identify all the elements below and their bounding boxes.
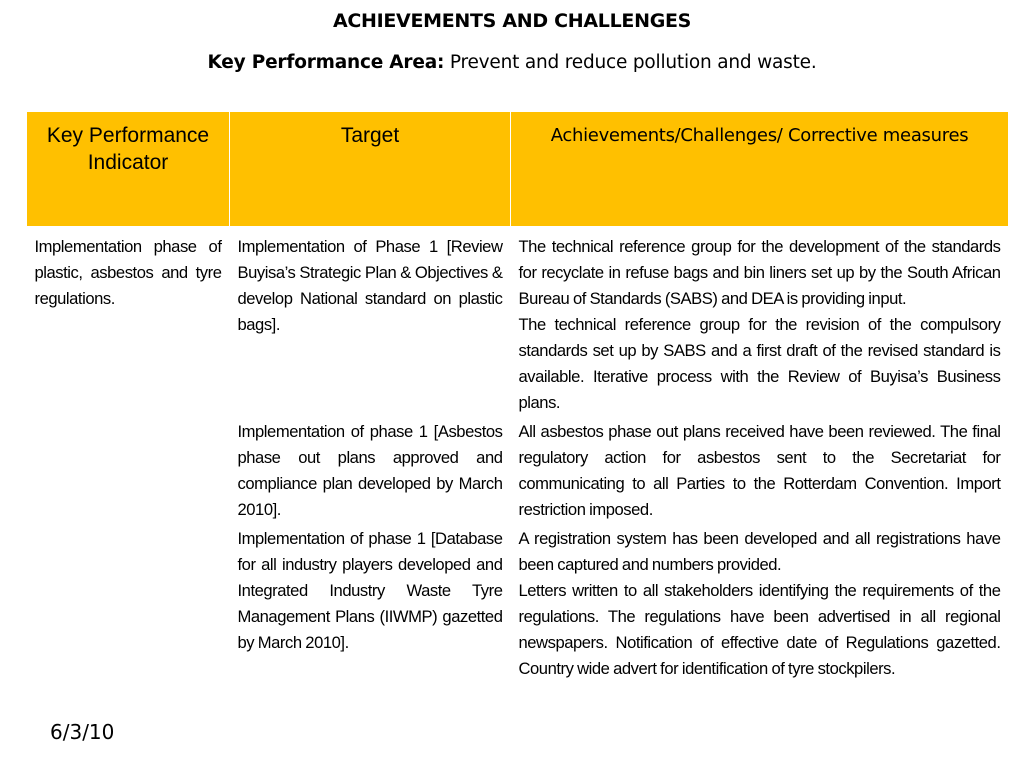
page-title: ACHIEVEMENTS AND CHALLENGES <box>332 10 692 32</box>
column-header-target: Target <box>230 112 511 226</box>
page-subtitle <box>0 52 1024 73</box>
footer-date: 6/3/10 <box>50 720 115 744</box>
kpi-table <box>26 112 1009 682</box>
target-cell: Implementation of phase 1 [Asbestos phase out plans approved and compliance plan developed by March 2010]. <box>237 422 503 519</box>
table-header-row <box>27 112 1009 226</box>
achievement-text: Letters written to all stakeholders identifying the requirements of the regulations. The regulations have been advertised in all regional newspapers. Notification of effective date of Regulations gazetted. Country wide advert for identification of tyre stockpilers. <box>518 581 1001 678</box>
column-header-achievements: Achievements/Challenges/ Corrective measures <box>511 112 1009 226</box>
kpa-label: Key Performance Area: <box>207 52 445 73</box>
achievements-cell <box>511 416 1009 523</box>
kpi-cell: Implementation phase of plastic, asbestos and tyre regulations. <box>34 237 222 308</box>
table-row <box>27 226 1009 416</box>
achievements-cell <box>511 226 1009 416</box>
achievement-text: A registration system has been developed and all registrations have been captured and numbers provided. <box>518 529 1001 574</box>
table-row <box>27 523 1009 682</box>
target-cell: Implementation of phase 1 [Database for all industry players developed and Integrated Industry Waste Tyre Management Plans (IIWMP) gazetted by March 2010]. <box>237 529 503 652</box>
achievement-text: All asbestos phase out plans received have been reviewed. The final regulatory action for asbestos sent to the Secretariat for communicating to all Parties to the Rotterdam Convention. Import restriction imposed. <box>518 422 1001 519</box>
table-row <box>27 416 1009 523</box>
column-header-kpi: Key Performance Indicator <box>27 112 230 226</box>
kpa-value: Prevent and reduce pollution and waste. <box>449 52 817 73</box>
kpi-cell <box>27 523 230 682</box>
achievement-text: The technical reference group for the revision of the compulsory standards set up by SABS and a first draft of the revised standard is available. Iterative process with the Review of Buyisa’s Business plans. <box>518 315 1001 412</box>
achievements-cell <box>511 523 1009 682</box>
kpi-cell <box>27 416 230 523</box>
achievement-text: The technical reference group for the development of the standards for recyclate in refuse bags and bin liners set up by the South African Bureau of Standards (SABS) and DEA is providing input. <box>518 237 1001 308</box>
target-cell: Implementation of Phase 1 [Review Buyisa’s Strategic Plan & Objectives & develop National standard on plastic bags]. <box>237 237 503 334</box>
